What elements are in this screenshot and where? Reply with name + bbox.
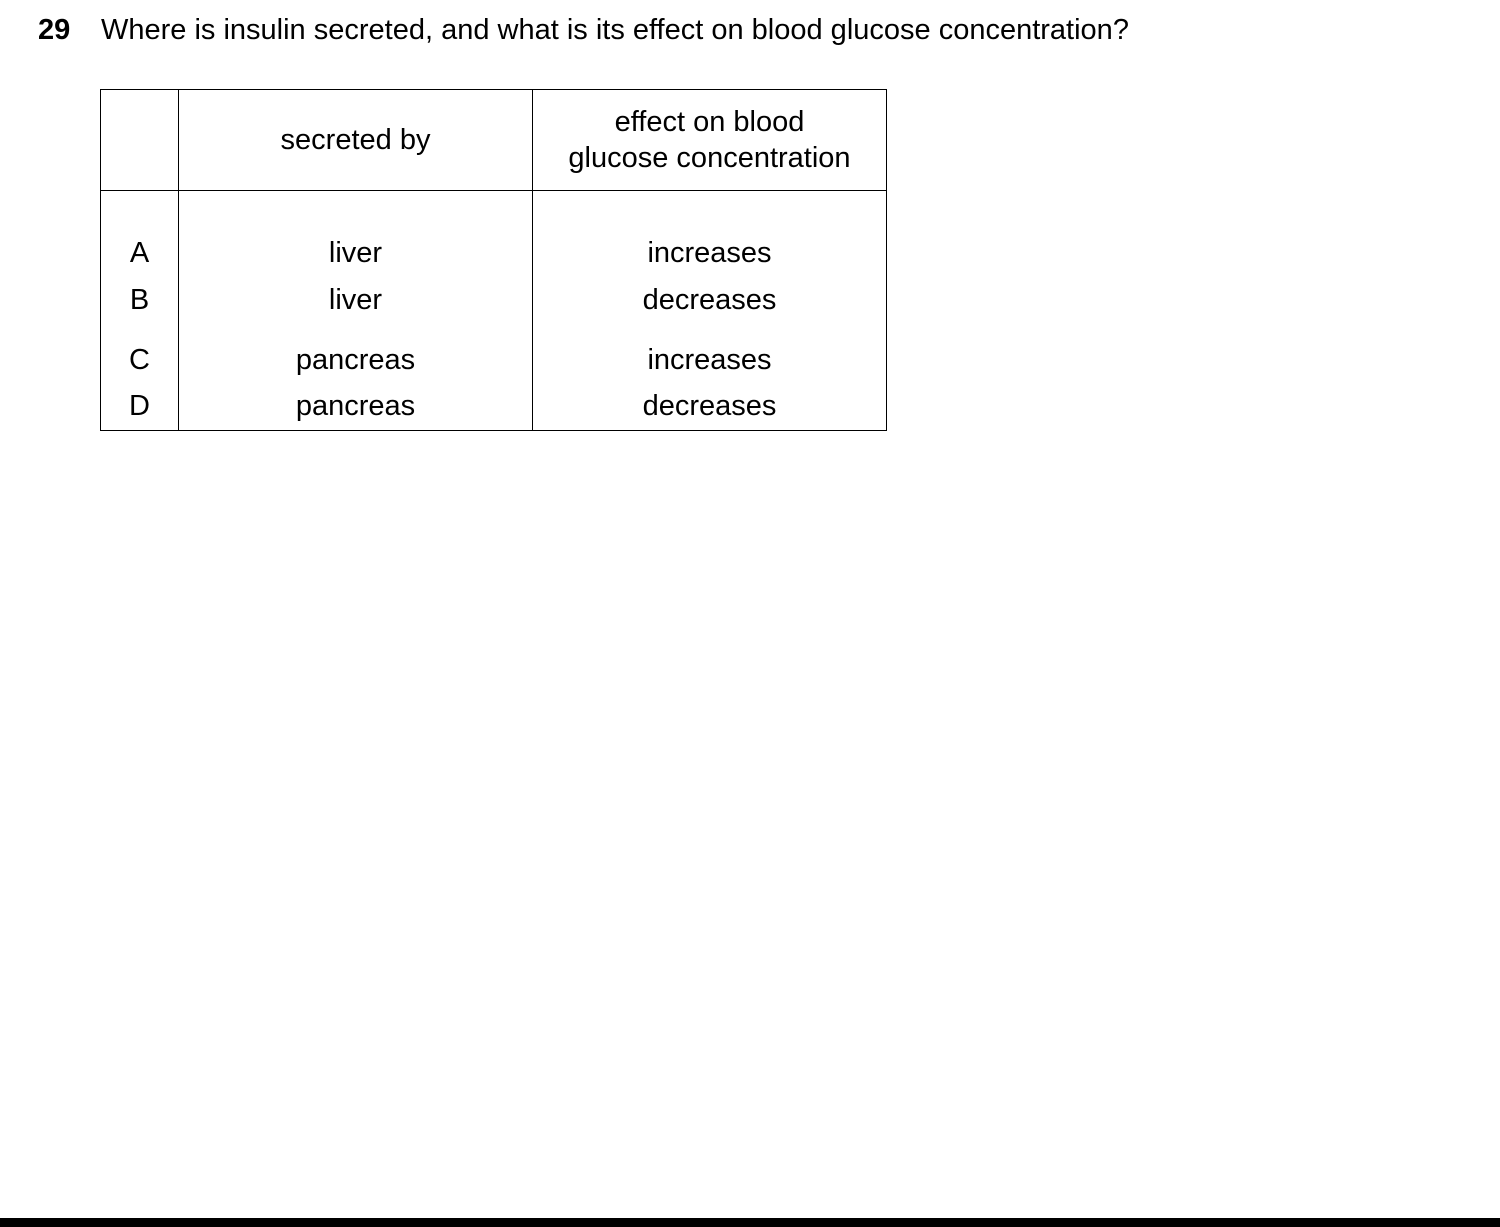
answer-options-table xyxy=(100,89,887,431)
option-secreted-by: pancreas xyxy=(179,330,533,390)
table-header-row xyxy=(101,90,887,191)
question-text: Where is insulin secreted, and what is its effect on blood glucose concentration? xyxy=(101,13,1129,46)
header-effect-line1: effect on blood xyxy=(614,106,805,138)
header-effect-line2: glucose concentration xyxy=(568,142,851,174)
option-key: B xyxy=(101,270,179,330)
option-row-c[interactable] xyxy=(101,330,887,390)
option-row-d[interactable] xyxy=(101,390,887,431)
option-key: A xyxy=(101,191,179,271)
option-secreted-by: pancreas xyxy=(179,390,533,431)
option-row-a[interactable] xyxy=(101,191,887,271)
page-footer-bar xyxy=(0,1218,1500,1227)
question-number: 29 xyxy=(38,13,71,46)
option-effect: increases xyxy=(533,191,887,271)
option-key: D xyxy=(101,390,179,431)
option-secreted-by: liver xyxy=(179,191,533,271)
option-row-b[interactable] xyxy=(101,270,887,330)
option-effect: decreases xyxy=(533,390,887,431)
option-secreted-by: liver xyxy=(179,270,533,330)
question xyxy=(38,10,1129,50)
header-option-key xyxy=(101,90,179,191)
option-key: C xyxy=(101,330,179,390)
option-effect: decreases xyxy=(533,270,887,330)
option-effect: increases xyxy=(533,330,887,390)
header-effect xyxy=(533,90,887,191)
header-secreted-by: secreted by xyxy=(179,90,533,191)
